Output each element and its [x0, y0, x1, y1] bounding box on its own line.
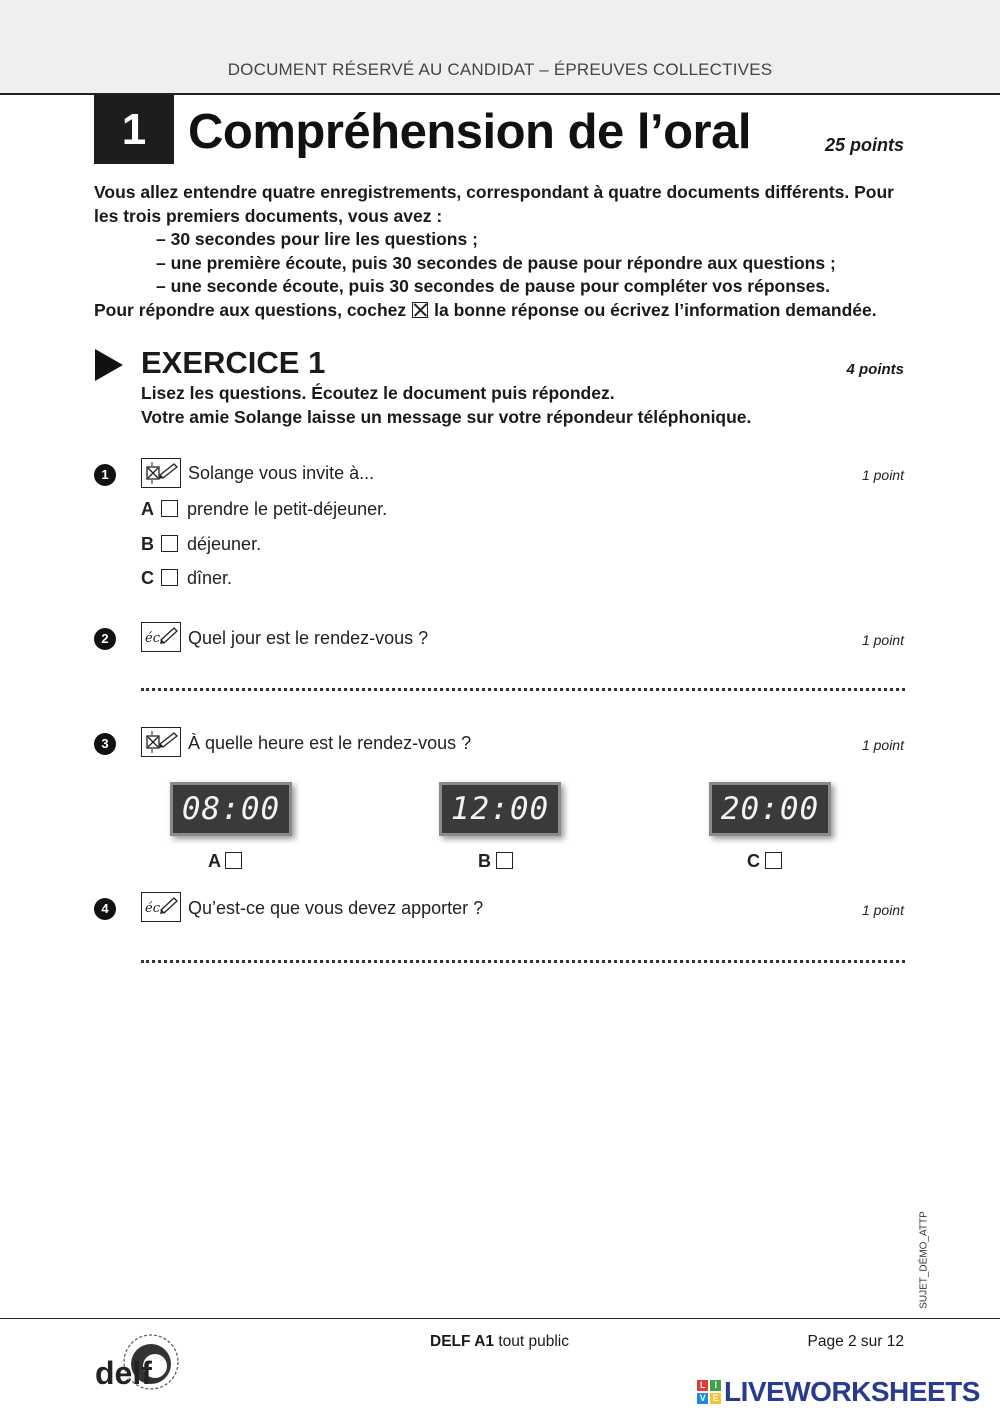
liveworksheets-logo-icon: L I V E [697, 1380, 721, 1404]
option-letter: C [141, 568, 154, 588]
option-letter: C [747, 851, 760, 871]
digital-clock [439, 782, 561, 836]
instructions-bullet: – 30 secondes pour lire les questions ; [156, 229, 478, 249]
instructions-bullet: – une première écoute, puis 30 secondes de pause pour répondre aux questions ; [156, 252, 836, 273]
delf-logo [95, 1332, 185, 1392]
question-number: 1 [94, 464, 116, 486]
option-letter: A [208, 851, 221, 871]
answer-line[interactable] [141, 688, 905, 691]
instructions [94, 181, 914, 322]
instructions-intro: Vous allez entendre quatre enregistrements, correspondant à quatre documents différents. Pour les trois premiers documents, vous avez : [94, 182, 894, 226]
answer-checkbox[interactable] [765, 852, 782, 869]
clock-time: 12:00 [450, 791, 550, 827]
answer-option[interactable] [141, 534, 261, 555]
option-text: prendre le petit-déjeuner. [187, 499, 388, 519]
answer-checkbox[interactable] [161, 569, 178, 586]
watermark-text: LIVEWORKSHEETS [724, 1376, 980, 1407]
page-number: Page 2 sur 12 [807, 1333, 904, 1350]
digital-clock [709, 782, 831, 836]
exercise-title: EXERCICE 1 [141, 345, 326, 380]
document-code [914, 1212, 934, 1308]
answer-option[interactable] [141, 568, 232, 589]
instructions-answer-rule [94, 299, 914, 323]
question-number: 3 [94, 733, 116, 755]
option-letter: B [141, 534, 154, 554]
exam-audience: tout public [498, 1333, 569, 1350]
instructions-bullet: – une seconde écoute, puis 30 secondes de pause pour compléter vos réponses. [156, 276, 830, 296]
answer-checkbox[interactable] [225, 852, 242, 869]
footer-divider [0, 1318, 1000, 1319]
answer-checkbox[interactable] [161, 535, 178, 552]
exam-level: DELF A1 [430, 1333, 495, 1350]
header-band [0, 0, 1000, 95]
checkbox-pencil-icon [141, 458, 181, 488]
section-title: Compréhension de l’oral [188, 105, 751, 159]
answer-checkbox[interactable] [161, 500, 178, 517]
option-text: dîner. [187, 568, 233, 588]
exercise-points: 4 points [846, 361, 904, 378]
question-text: À quelle heure est le rendez-vous ? [188, 733, 472, 753]
answer-option[interactable] [141, 499, 387, 520]
exercise-instruction-1: Lisez les questions. Écoutez le document puis répondez. [141, 383, 615, 403]
option-text: déjeuner. [187, 534, 262, 554]
clock-option[interactable] [478, 851, 522, 872]
checked-box-icon [412, 302, 428, 318]
question-number: 2 [94, 628, 116, 650]
play-arrow-icon [95, 349, 123, 381]
svg-text:éc: éc [145, 631, 160, 646]
exercise-instruction-2: Votre amie Solange laisse un message sur votre répondeur téléphonique. [141, 407, 752, 427]
footer-exam [430, 1333, 569, 1351]
option-letter: B [478, 851, 491, 871]
clock-option[interactable] [747, 851, 791, 872]
clock-time: 08:00 [181, 791, 281, 827]
section-number: 1 [94, 95, 174, 164]
answer-rule-after: la bonne réponse ou écrivez l’information demandée. [434, 299, 877, 320]
question-points: 1 point [861, 902, 904, 918]
option-letter: A [141, 499, 154, 519]
question-points: 1 point [861, 467, 904, 483]
write-pencil-icon [141, 622, 181, 652]
question-text: Qu’est-ce que vous devez apporter ? [188, 898, 484, 918]
question-text: Solange vous invite à... [188, 463, 375, 483]
question-points: 1 point [861, 632, 904, 648]
clock-option[interactable] [208, 851, 251, 872]
svg-text:éc: éc [145, 901, 160, 916]
exercise-instructions [141, 381, 751, 429]
write-pencil-icon [141, 892, 181, 922]
clock-time: 20:00 [720, 791, 820, 827]
question-number: 4 [94, 898, 116, 920]
liveworksheets-watermark [697, 1376, 980, 1408]
answer-line[interactable] [141, 960, 905, 963]
checkbox-pencil-icon [141, 727, 181, 757]
digital-clock [170, 782, 292, 836]
document-code-text: SUJET_DÉMO_ATTP [918, 1211, 930, 1309]
document-header: DOCUMENT RÉSERVÉ AU CANDIDAT – ÉPREUVES COLLECTIVES [227, 60, 773, 79]
answer-checkbox[interactable] [496, 852, 513, 869]
question-text: Quel jour est le rendez-vous ? [188, 628, 429, 648]
question-points: 1 point [861, 737, 904, 753]
answer-rule-before: Pour répondre aux questions, cochez [94, 299, 407, 320]
section-points: 25 points [824, 135, 904, 155]
delf-logo-text: delf [95, 1355, 152, 1391]
